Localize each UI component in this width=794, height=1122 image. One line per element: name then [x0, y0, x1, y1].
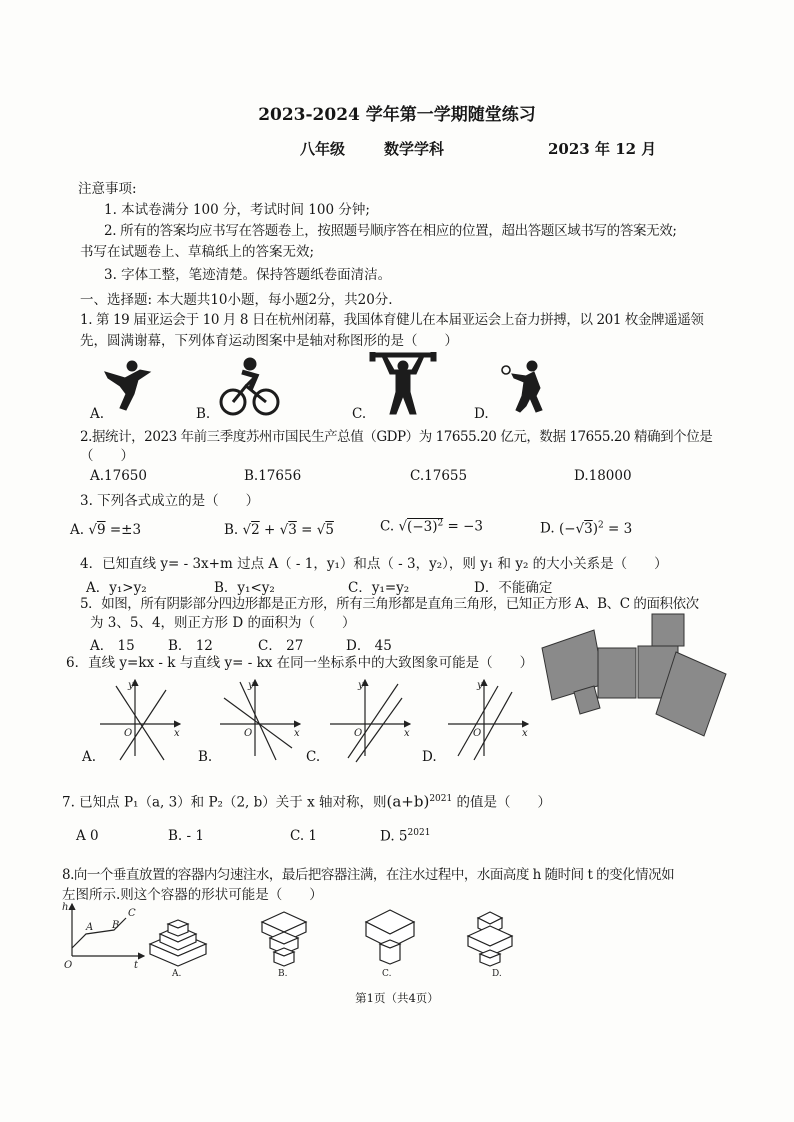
origin-label: O	[473, 728, 482, 739]
axis-y-label: y	[248, 680, 254, 691]
q6-option-label: A.	[82, 749, 97, 765]
q4-option-c: C．y₁=y₂	[348, 580, 410, 596]
q3-stem: 3. 下列各式成立的是（ ）	[80, 493, 260, 509]
note-item: 3. 字体工整，笔迹清楚。保持答题纸卷面清洁。	[104, 267, 392, 283]
q6-option-label: B.	[198, 749, 213, 765]
q5-squares-figure	[538, 612, 728, 752]
q2-line2: （ ）	[80, 448, 134, 464]
q6-option-label: C.	[306, 749, 321, 765]
sport-icon-weightlifter	[370, 352, 436, 414]
q3-option-d	[540, 520, 632, 537]
q7-option-d-text: D. 5	[380, 828, 408, 845]
square-shape	[598, 648, 636, 698]
q3-option-c	[380, 518, 483, 535]
q3-c-rhs: = −3	[447, 518, 484, 535]
q5-line2: 为 3、5、4，则正方形 D 的面积为（ ）	[90, 615, 356, 631]
q8-o-label: O	[64, 960, 73, 971]
q8-c-label: C	[128, 908, 136, 919]
q3-option-label: A.	[70, 522, 85, 538]
date-label: 2023 年 12 月	[548, 140, 657, 158]
q4-stem: 4．已知直线 y= - 3x+m 过点 A（ - 1，y₁）和点（ - 3，y₂），则 y₁ 和 y₂ 的大小关系是（ ）	[80, 556, 668, 572]
q7-exponent: 2021	[429, 794, 453, 804]
q8-option-label: C.	[382, 969, 392, 979]
q1-figures	[80, 352, 580, 422]
q7-option-b: B. - 1	[168, 828, 204, 844]
axis-y-label: y	[358, 680, 364, 691]
q6-graph-c	[330, 680, 410, 762]
subject-label: 数学学科	[384, 140, 445, 158]
q4-option-b: B．y₁<y₂	[214, 580, 275, 596]
q8-option-label: D.	[492, 969, 502, 979]
q4-option-d: D．不能确定	[474, 580, 553, 596]
q5-option-a: A． 15	[90, 638, 135, 654]
q5-option-d: D． 45	[346, 638, 392, 654]
q3-a-expr: √9 =±3	[88, 522, 142, 538]
q3-option-b	[224, 522, 334, 538]
q3-d-expr: $(-√3)^2 = 3$	[558, 520, 633, 537]
q8-t-label: t	[134, 960, 139, 971]
q8-option-label: B.	[278, 969, 288, 979]
q6-graph-a	[100, 680, 180, 760]
q3-option-label: C.	[380, 518, 395, 535]
q2-option-b: B.17656	[244, 468, 302, 484]
q5-option-b: B． 12	[168, 638, 213, 654]
container-d	[468, 912, 512, 966]
sport-icon-volleyball	[502, 361, 542, 412]
q2-option-c: C.17655	[410, 468, 468, 484]
origin-label: O	[124, 728, 133, 739]
q7-expr: (a+b)	[386, 792, 430, 811]
q5-line1: 5．如图，所有阴影部分四边形都是正方形，所有三角形都是直角三角形，已知正方形 A、B、C 的面积依次	[80, 596, 699, 612]
q8-line1: 8.向一个垂直放置的容器内匀速注水，最后把容器注满，在注水过程中，水面高度 h 随时间 t 的变化情况如	[62, 867, 675, 883]
q8-line2: 左图所示.则这个容器的形状可能是（ ）	[62, 887, 323, 903]
axis-y-label: y	[128, 680, 134, 691]
axis-y-label: y	[477, 680, 483, 691]
q6-stem: 6．直线 y=kx - k 与直线 y= - kx 在同一坐标系中的大致图象可能是（ ）	[66, 655, 534, 671]
q3-d-rhs: = 3	[608, 520, 633, 537]
q1-line1: 1. 第 19 届亚运会于 10 月 8 日在杭州闭幕，我国体育健儿在本届亚运会上奋力拼搏，以 201 枚金牌遥遥领	[80, 312, 704, 328]
notes-heading: 注意事项:	[78, 181, 137, 197]
q6-option-label: D.	[422, 749, 437, 765]
q3-c-expr: $√(-3)^2 = -3$	[398, 518, 484, 535]
q3-b-expr: √2 + √3 = √5	[242, 522, 334, 538]
q2-option-a: A.17650	[90, 468, 147, 484]
q7-option-a: A 0	[76, 828, 99, 844]
q7-option-c: C. 1	[290, 828, 318, 844]
q8-option-label: A.	[172, 969, 182, 979]
q3-a-rhs: =±3	[109, 522, 142, 538]
container-c	[366, 910, 414, 964]
q7-stem-pre: 7. 已知点 P₁（a, 3）和 P₂（2, b）关于 x 轴对称，则	[62, 794, 387, 811]
section-heading: 一、选择题: 本大题共10小题，每小题2分，共20分.	[80, 292, 393, 308]
q4-option-a: A．y₁>y₂	[86, 580, 147, 596]
q7-stem-post: 的值是（ ）	[456, 794, 552, 811]
q6-graph-d	[448, 680, 528, 760]
square-shape	[652, 614, 684, 646]
sport-icon-runner	[105, 361, 150, 410]
q7-stem	[62, 790, 551, 812]
grade-label: 八年级	[300, 140, 346, 158]
q7-option-d	[380, 828, 430, 845]
q8-h-label: h	[62, 902, 69, 913]
note-item: 1. 本试卷满分 100 分，考试时间 100 分钟;	[104, 202, 370, 218]
q6-graph-b	[220, 680, 300, 760]
q2-option-d: D.18000	[574, 468, 632, 484]
q1-option-label: B.	[196, 406, 211, 422]
axis-x-label: x	[522, 728, 528, 739]
axis-x-label: x	[294, 728, 300, 739]
q1-option-label: D.	[474, 406, 489, 422]
q7-option-d-exp: 2021	[407, 828, 431, 838]
q1-line2: 先，圆满谢幕，下列体育运动图案中是轴对称图形的是（ ）	[80, 333, 458, 349]
note-item: 书写在试题卷上、草稿纸上的答案无效;	[80, 244, 315, 260]
q3-option-a	[70, 522, 141, 538]
container-a	[150, 920, 206, 966]
q3-option-label: D.	[540, 520, 555, 537]
page-footer: 第1页（共4页）	[355, 991, 439, 1005]
q1-option-label: C.	[352, 406, 367, 422]
axis-x-label: x	[404, 728, 410, 739]
page-title: 2023-2024 学年第一学期随堂练习	[258, 105, 536, 125]
origin-label: O	[354, 728, 363, 739]
origin-label: O	[244, 728, 253, 739]
q8-figures	[60, 900, 540, 980]
q2-line1: 2.据统计，2023 年前三季度苏州市国民生产总值（GDP）为 17655.20 亿元，数据 17655.20 精确到个位是	[80, 429, 713, 445]
q3-b-rhs: =	[301, 522, 313, 538]
q1-option-label: A.	[90, 406, 105, 422]
note-item: 2. 所有的答案均应书写在答题卷上，按照题号顺序答在相应的位置，超出答题区域书写的答案无效;	[104, 223, 677, 239]
container-b	[262, 912, 306, 966]
q8-a-label: A	[86, 922, 94, 933]
q8-b-label: B	[112, 920, 120, 931]
sport-icon-cyclist	[221, 359, 278, 414]
q5-option-c: C． 27	[258, 638, 304, 654]
axis-x-label: x	[174, 728, 180, 739]
q3-option-label: B.	[224, 522, 239, 538]
